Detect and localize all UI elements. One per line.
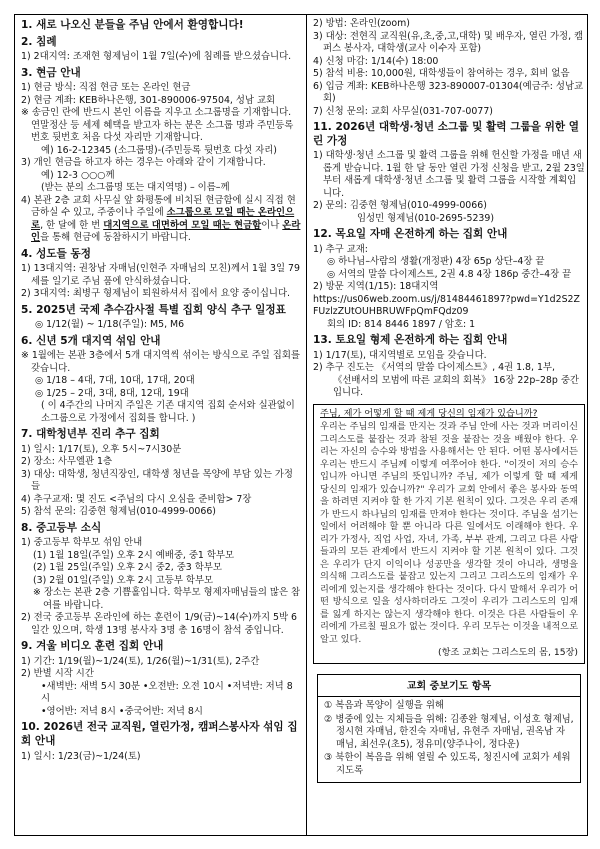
youth-item: 4) 추구교재: 몇 진도 <주님의 다시 오심을 준비함> 7장	[21, 493, 252, 505]
staff-item: 3) 대상: 전현직 교직원(유,초,중,고,대학) 및 배우자, 열린 가정, 캠퍼스 봉사자, 대학생(교사 이수자 포함)	[313, 30, 584, 54]
open-home-item: 1) 대학생·청년 소그룹 및 활력 그룹을 위해 헌신할 가정을 매년 새롭게 받습니다. 1월 한 달 동안 열린 가정 신청을 받고, 2월 23일부터 새롭게 대학생·청년 소그룹 및 활력 그룹을 시작할 계획입니다.	[313, 150, 585, 199]
youth-item: 2) 장소: 사무엘관 1층	[21, 456, 113, 468]
section-staff-mingling-cont	[313, 18, 585, 118]
quote-body: 우리는 주님의 임재를 만지는 것과 주님 안에 사는 것과 머리이신 그리스도를 붙잡는 것과 참된 것을 붙잡는 것을 배웠야 한다. 우리는 자신의 승수와 방법을 사용해서는 안 된다. 어떤 봉사에서든 우리는 반드시 주님께 이렇게 여쭈어야 한다. "이것이 저의 승수입니까 아니면 주님의 뜻입니까? 주님, 제가 이렇게 할 때 제게 당신의 임재가 있습니까?" 우리가 교회 안에서 좋은 봉사와 동역을 하려면 지켜야 할 한 가지 기본 원칙이 있다. 그것은 우리 존재가 반드시 하나님의 임재를 만져야 한다는 것이다. 주님을 섬기는 일에서 어려해야 할 뿐 아니라 다른 일에서도 이래해야 한다. 우리가 가정사, 직업 사업, 자녀, 가족, 부부 관계, 그리고 다른 사람들과의 모든 관계에서 반드시 지켜야 할 기본 원칙이 있다. 그것은 우리가 단지 이익이나 성공만을 생각할 것이 아니라, 생명을 의식해 그리스도를 붙잡고 있는지 그리고 그리스도의 임재가 우리에게 있는지를 생각해야 한다는 것이다. 다시 말해서 우리가 어떤 방식으로 일을 성사하더라도 그것이 우리가 그리스도의 임재를 잃게 하지는 않는지 생각해야 한다. 이것은 다른 사람들이 우리에게 가르칠 필요가 없는 것이다. 우리 모두는 이것을 내적으로 알고 있다.	[320, 421, 578, 645]
offering-account: 2) 현금 계좌: KEB하나은행, 301-890006-97504, 성남 교회	[21, 94, 276, 106]
staff-item: 1) 일시: 1/23(금)~1/24(토)	[21, 750, 141, 762]
section-title: 10. 2026년 전국 교직원, 열린가정, 캠퍼스봉사자 섞임 집회 안내	[21, 721, 298, 747]
mh-subitem: (3) 2월 01일(주일) 오후 2시 고등부 학부모	[33, 574, 214, 586]
section-baptism	[21, 36, 301, 64]
mh-item: 1) 중고등부 학부모 섞임 안내	[21, 537, 143, 549]
section-saturday-brothers	[313, 334, 585, 400]
section-title: 1. 새로 나오신 분들을 주님 안에서 환영합니다!	[21, 19, 244, 31]
quote-title: 주님, 제가 어떻게 할 때 제게 당신의 임재가 있습니까?	[320, 407, 538, 419]
section-new-year-mingling	[21, 335, 301, 426]
section-title: 6. 신년 5개 대지역 섞임 안내	[21, 334, 161, 347]
prayer-title: 교회 중보기도 항목	[318, 678, 580, 697]
open-home-item: 2) 문의: 김중현 형제님(010-4999-0066)	[313, 200, 487, 212]
section-title: 3. 현금 안내	[21, 66, 81, 79]
video-item: 2) 반별 시작 시간	[21, 668, 94, 680]
section-schedule	[21, 304, 301, 332]
meeting-id: 회의 ID: 814 8446 1897 / 암호: 1	[327, 318, 476, 330]
staff-item: 7) 신청 문의: 교회 사무실(031-707-0077)	[313, 105, 493, 117]
mh-subitem: (2) 1월 25일(주일) 오후 2시 중2, 중3 학부모	[33, 562, 222, 574]
offering-note: ※ 송금인 란에 반드시 본인 이름을 지우고 소그룹명을 기재합니다. 연말정산 등 세제 혜택을 받고자 하는 분은 소그룹 명과 주민등록번호 뒷번호 처음 다섯 자리만 기재합니다.	[21, 107, 294, 144]
video-times: •새벽반: 새벽 5시 30분 •오전반: 오전 10시 •저녁반: 저녁 8시	[41, 680, 293, 705]
section-title: 11. 2026년 대학생·청년 소그룹 및 활력 그룹을 위한 열린 가정	[313, 121, 579, 147]
youth-item: 3) 대상: 대학생, 청년직장인, 대학생 청년을 목양에 부담 있는 가정들	[21, 468, 293, 493]
schedule-item: ◎ 1/12(월) ~ 1/18(주일): M5, M6	[35, 319, 185, 331]
section-open-homes	[313, 121, 585, 225]
staff-item: 5) 참석 비용: 10,000원, 대학생들이 참여하는 경우, 회비 없음	[313, 68, 570, 79]
column-divider	[306, 15, 307, 835]
offering-personal: 3) 개인 현금을 하고자 하는 경우는 아래와 같이 기재합니다.	[21, 157, 266, 169]
video-times: •영어반: 저녁 8시 •중국어반: 저녁 8시	[41, 705, 203, 717]
quote-box	[313, 404, 585, 664]
brothers-item: 1) 1/17(토), 대지역별로 모임을 갖습니다.	[313, 349, 487, 361]
prayer-box	[317, 674, 581, 783]
section-title: 9. 겨울 비디오 훈련 집회 안내	[21, 640, 164, 653]
right-column	[313, 18, 585, 783]
quote-source: (항조 교회는 그리스도의 몸, 15장)	[438, 647, 578, 659]
section-members-news	[21, 248, 301, 301]
offering-box-info: 4) 본관 2층 교회 사무실 앞 화평통에 비치된 현금함에 실시 직접 현금하실 수 있고, 주중이나 주일에 소그룹으로 모일 때는 온라인으로, 한 달에 한 번 대지역으로 대면하여 모일 때는 현금함이나 온라인을 통해 현금에 동참하시기 바랍니다.	[21, 194, 301, 244]
offering-example: 예) 16-2-12345 (소그룹명)-(주민등록 뒷번호 다섯 자리)	[41, 144, 277, 156]
mh-subitem: (1) 1월 18일(주일) 오후 2시 예배중, 중1 학부모	[33, 549, 235, 561]
left-column	[21, 18, 301, 766]
section-welcome	[21, 19, 301, 33]
mingling-note: ※ 1월에는 본관 3층에서 5개 대지역씩 섞이는 방식으로 주일 집회를 갖습니다.	[21, 350, 300, 374]
section-title: 7. 대학청년부 진리 추구 집회	[21, 428, 160, 441]
prayer-item: ③ 북한이 복음을 위해 열릴 수 있도록, 청진시에 교회가 세워지도록	[324, 752, 571, 776]
mingling-date: ◎ 1/25 – 2대, 3대, 8대, 12대, 19대	[35, 387, 189, 399]
staff-item: 4) 신청 마감: 1/14(수) 18:00	[313, 55, 439, 67]
offering-example-note: (받는 분의 소그룹명 또는 대지역명) – 이름–께	[41, 182, 230, 194]
news-item: 1) 13대지역: 권창남 자매님(인현주 자매님의 모친)께서 1월 3일 79세를 일기로 주님 품에 안식하셨습니다.	[21, 263, 300, 287]
open-home-contact: 임성민 형제님(010-2695-5239)	[357, 212, 495, 224]
section-offering	[21, 67, 301, 245]
offering-example-2: 예) 12-3 ○○○께	[41, 169, 115, 181]
prayer-item: ② 병중에 있는 지체들을 위해: 김종완 형제님, 이성호 형제님, 정시현 자매님, 한진숙 자매님, 유현주 자매님, 권옥남 자매님, 최선우(초5), 정유미(양주나이, 정다운)	[324, 713, 574, 750]
bulletin-page	[14, 14, 588, 836]
staff-item: 6) 입금 계좌: KEB하나은행 323-890007-01304(예금주: 성남교회)	[313, 80, 584, 104]
section-staff-mingling	[21, 721, 301, 763]
mh-note: ※ 장소는 본관 2층 기쁨홀입니다. 학부모 형제자매님들의 많은 참여를 바랍니다.	[33, 587, 301, 611]
section-title: 4. 성도들 동정	[21, 247, 91, 260]
mingling-remark: ( 이 4주간의 나머지 주일은 기존 대지역 집회 순서와 실관없이 소그룹으로 가정에서 집회를 합니다. )	[41, 400, 295, 424]
brothers-item: 《선배서의 모범에 따른 교회의 회복》 16장 22p–28p 중간입니다.	[333, 374, 579, 399]
baptism-line: 1) 2대지역: 조재현 형제님이 1월 7일(수)에 침례를 받으셨습니다.	[21, 51, 292, 63]
zoom-link[interactable]: https://us06web.zoom.us/j/81484461897?pwd=Y1d2S2ZFUzlzZUtOUHBRUWFpQmFQdz09	[313, 293, 580, 318]
section-thursday-sisters	[313, 228, 585, 331]
mingling-date: ◎ 1/18 – 4대, 7대, 10대, 17대, 20대	[35, 375, 195, 387]
mh-item: 2) 전국 중고등부 온라인에 하는 훈련이 1/9(금)~14(수)까지 5박 6일간 있으며, 학생 13명 봉사자 3명 총 16명이 참석 중입니다.	[21, 612, 298, 636]
prayer-item: ① 복음과 목양이 실행을 위해	[324, 700, 444, 712]
youth-item: 5) 참석 문의: 김중현 형제님(010-4999-0066)	[21, 506, 216, 518]
section-title: 5. 2025년 국제 추수감사절 특별 집회 양식 추구 일정표	[21, 303, 286, 316]
sisters-item: 2) 방문 지역(1/15): 18대지역	[313, 281, 439, 293]
section-middle-high-news	[21, 522, 301, 638]
news-item: 2) 3대지역: 최병구 형제님이 퇴원하셔서 집에서 요양 중이십니다.	[21, 288, 290, 300]
sisters-material: ◎ 하나님–사람의 생활(개정판) 4장 65p 상단–4장 끝	[327, 256, 545, 268]
video-item: 1) 기간: 1/19(월)~1/24(토), 1/26(월)~1/31(토), 2주간	[21, 655, 260, 667]
section-winter-video	[21, 640, 301, 718]
section-college-youth	[21, 428, 301, 519]
staff-item: 2) 방법: 온라인(zoom)	[313, 18, 410, 29]
section-title: 12. 목요일 자매 온전하게 하는 집회 안내	[313, 228, 508, 241]
sisters-material: ◎ 서역의 말씀 다이제스트, 2권 4.8 4장 186p 중간–4장 끝	[327, 268, 572, 280]
section-title: 8. 중고등부 소식	[21, 521, 102, 534]
offering-method: 1) 현금 방식: 직접 현금 또는 온라인 현금	[21, 82, 191, 94]
sisters-item: 1) 추구 교재:	[313, 243, 368, 255]
brothers-item: 2) 추구 진도는 《서역의 말씀 다이제스트》, 4권 1.8, 1부,	[313, 362, 555, 374]
youth-item: 1) 일시: 1/17(토), 오후 5시~7시30분	[21, 443, 182, 455]
section-title: 2. 침례	[21, 35, 57, 48]
section-title: 13. 토요일 형제 온전하게 하는 집회 안내	[313, 334, 508, 347]
